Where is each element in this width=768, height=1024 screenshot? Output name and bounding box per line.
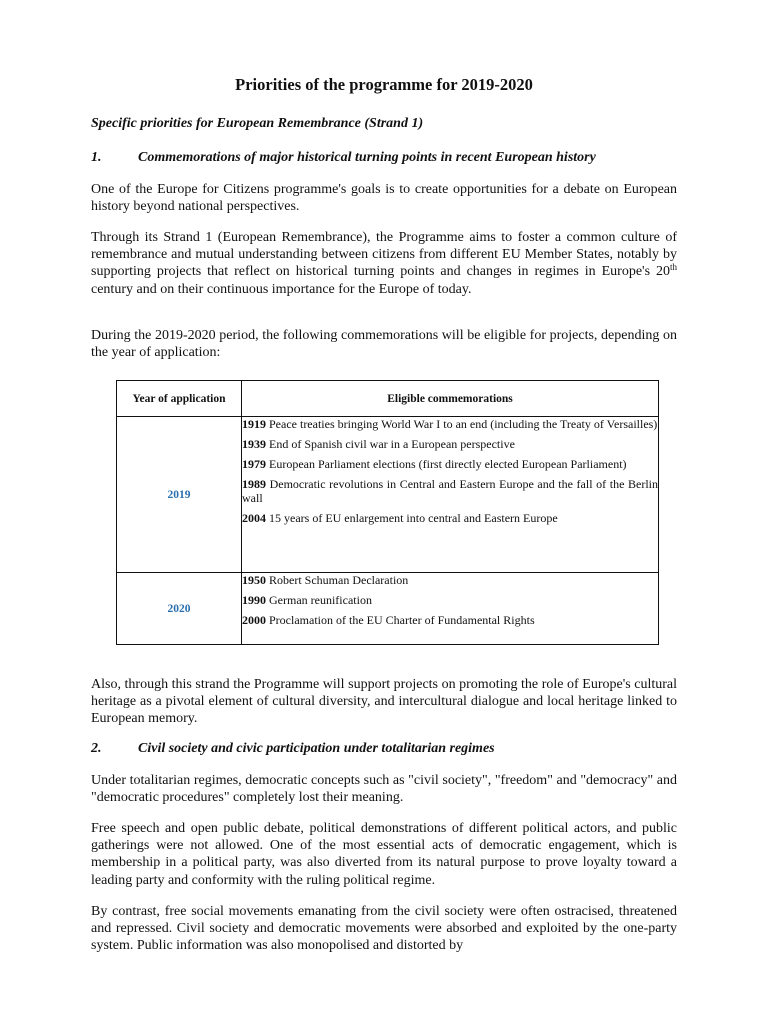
header-year-of-application: Year of application	[117, 381, 242, 417]
event-text: End of Spanish civil war in a European perspective	[266, 437, 515, 451]
event-text: European Parliament elections (first directly elected European Parliament)	[266, 457, 627, 471]
event-text: Robert Schuman Declaration	[266, 573, 409, 587]
commemoration-item	[242, 511, 658, 525]
section-2-number: 2.	[91, 741, 102, 756]
section-1-heading	[91, 150, 596, 166]
section-2-paragraph-3: By contrast, free social movements emanating from the civil society were often ostracised, threatened and repressed. Civil society and democratic movements were absorbed and exploited by the one-party system. Public information was also monopolised and distorted by	[91, 904, 677, 954]
superscript-th: th	[669, 262, 677, 273]
commemoration-item	[242, 437, 658, 451]
table-header-row	[117, 381, 659, 417]
event-year: 1950	[242, 573, 266, 587]
events-cell	[242, 417, 659, 573]
section-2-title: Civil society and civic participation under totalitarian regimes	[138, 741, 495, 756]
header-eligible-commemorations: Eligible commemorations	[242, 381, 659, 417]
events-cell	[242, 573, 659, 645]
event-text: Proclamation of the EU Charter of Fundamental Rights	[266, 613, 535, 627]
commemoration-item	[242, 417, 658, 431]
commemoration-item	[242, 573, 658, 587]
section-2-paragraph-2: Free speech and open public debate, political demonstrations of different political actors, and public gatherings were not allowed. One of the most essential acts of democratic engagement, which is membership in a political party, was also diverted from its natural purpose to prove loyalty toward a leading party and conformity with the ruling political regime.	[91, 821, 677, 888]
section-2-heading	[91, 741, 495, 757]
commemoration-item	[242, 477, 658, 505]
document-title: Priorities of the programme for 2019-2020	[235, 75, 533, 94]
commemoration-item	[242, 613, 658, 627]
event-year: 1989	[242, 477, 266, 491]
paragraph-text: Through its Strand 1 (European Remembrance), the Programme aims to foster a common culture of remembrance and mutual understanding between citizens from different EU Member States, notably by supporting projects that reflect on historical turning points and changes in regimes in Europe's 20	[91, 230, 677, 280]
table-row-2019	[117, 417, 659, 573]
section-1-paragraph-4: Also, through this strand the Programme will support projects on promoting the role of Europe's cultural heritage as a pivotal element of cultural diversity, and intercultural dialogue and local heritage linked to European memory.	[91, 677, 677, 727]
event-year: 1919	[242, 417, 266, 431]
commemoration-item	[242, 457, 658, 471]
commemoration-item	[242, 593, 658, 607]
section-1-number: 1.	[91, 150, 102, 165]
section-1-paragraph-3: During the 2019-2020 period, the following commemorations will be eligible for projects, depending on the year of application:	[91, 328, 677, 361]
year-cell: 2019	[117, 417, 242, 573]
event-text: Peace treaties bringing World War I to an end (including the Treaty of Versailles)	[266, 417, 658, 431]
section-1-paragraph-1: One of the Europe for Citizens programme's goals is to create opportunities for a debate on European history beyond national perspectives.	[91, 182, 677, 215]
strand-subtitle: Specific priorities for European Remembrance (Strand 1)	[91, 116, 424, 131]
event-text: 15 years of EU enlargement into central and Eastern Europe	[266, 511, 558, 525]
event-text: Democratic revolutions in Central and Eastern Europe and the fall of the Berlin wall	[242, 477, 658, 505]
commemorations-table	[116, 380, 659, 645]
event-year: 1990	[242, 593, 266, 607]
event-year: 2004	[242, 511, 266, 525]
paragraph-text: century and on their continuous importance for the Europe of today.	[91, 281, 472, 297]
section-1-paragraph-2	[91, 229, 677, 298]
event-year: 1979	[242, 457, 266, 471]
event-year: 2000	[242, 613, 266, 627]
year-cell: 2020	[117, 573, 242, 645]
table-row-2020	[117, 573, 659, 645]
section-2-paragraph-1: Under totalitarian regimes, democratic concepts such as "civil society", "freedom" and "democracy" and "democratic procedures" completely lost their meaning.	[91, 773, 677, 806]
event-year: 1939	[242, 437, 266, 451]
section-1-title: Commemorations of major historical turning points in recent European history	[138, 150, 596, 165]
event-text: German reunification	[266, 593, 372, 607]
